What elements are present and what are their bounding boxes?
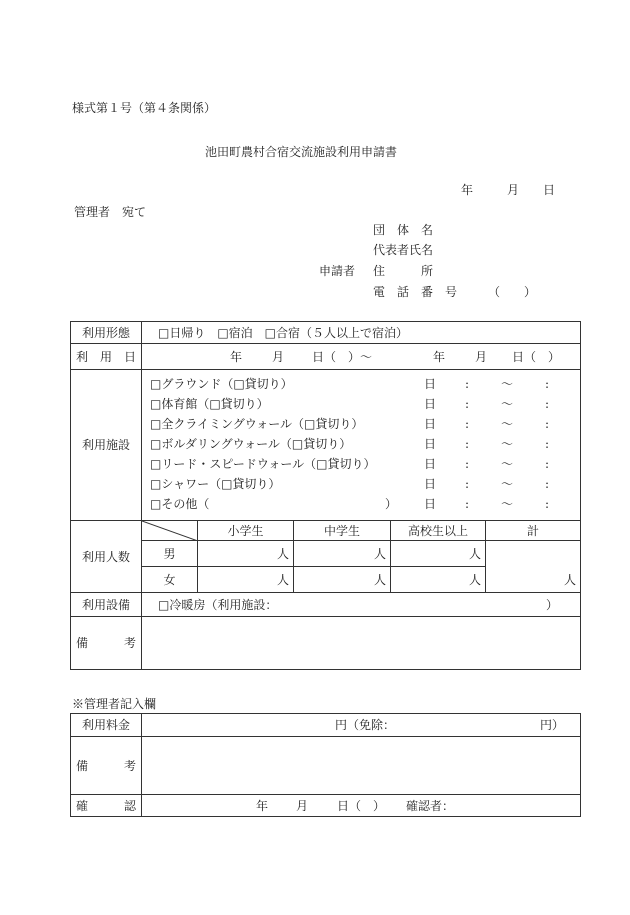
facility-row[interactable] — [142, 494, 580, 514]
remarks-label: 備 考 — [71, 617, 142, 670]
facility-colon: : — [465, 437, 470, 451]
form-number: 様式第１号（第４条関係） — [72, 101, 217, 115]
usage-date-field[interactable] — [142, 344, 581, 370]
usage-date-month2: 月 — [475, 349, 488, 364]
admin-table — [70, 713, 581, 817]
facility-day: 日 — [424, 377, 437, 391]
female-label: 女 — [142, 567, 198, 593]
fee-yen: 円（免除： — [335, 718, 396, 732]
total-cell[interactable]: 人 — [486, 541, 581, 593]
facility-item[interactable]: □シャワー（□貸切り） — [150, 477, 281, 491]
confirmer-label: 確認者： — [406, 798, 455, 813]
header-junior-high: 中学生 — [294, 521, 391, 541]
usage-date-year2: 年 — [433, 349, 446, 364]
confirm-field[interactable] — [142, 795, 581, 817]
facility-other-close: ） — [385, 497, 398, 511]
facility-colon: : — [545, 477, 550, 491]
date-month-label: 月 — [507, 183, 520, 197]
facilities-list — [142, 370, 581, 521]
applicant-label: 申請者 — [319, 264, 356, 278]
fee-label: 利用料金 — [71, 714, 142, 737]
usage-date-day2: 日（ ） — [512, 349, 561, 364]
facility-day: 日 — [424, 457, 437, 471]
male-high-school-cell[interactable]: 人 — [391, 541, 486, 567]
facility-item[interactable]: □グラウンド（□貸切り） — [150, 377, 293, 391]
page-title: 池田町農村合宿交流施設利用申請書 — [205, 145, 398, 159]
phone-paren: （ ） — [488, 285, 537, 299]
female-high-school-cell[interactable]: 人 — [391, 567, 486, 593]
representative-label: 代表者氏名 — [373, 243, 434, 257]
facility-tilde: 〜 — [501, 417, 514, 431]
facility-colon: : — [465, 377, 470, 391]
equipment-label: 利用設備 — [71, 593, 142, 617]
female-junior-high-cell[interactable]: 人 — [294, 567, 391, 593]
facility-colon: : — [465, 417, 470, 431]
fee-field[interactable] — [142, 714, 581, 737]
facility-colon: : — [545, 457, 550, 471]
usage-date-year1: 年 — [230, 349, 243, 364]
facility-colon: : — [465, 457, 470, 471]
facility-day: 日 — [424, 437, 437, 451]
facilities-label: 利用施設 — [71, 370, 142, 521]
facility-colon: : — [545, 397, 550, 411]
remarks-field[interactable] — [142, 617, 581, 670]
usage-date-month1: 月 — [272, 349, 285, 364]
header-elementary: 小学生 — [198, 521, 294, 541]
usage-date-day1: 日（ ）〜 — [312, 349, 373, 364]
facility-row[interactable] — [142, 374, 580, 394]
equipment-close: ） — [546, 597, 559, 612]
facility-item[interactable]: □体育館（□貸切り） — [150, 397, 269, 411]
facility-tilde: 〜 — [501, 397, 514, 411]
facility-tilde: 〜 — [501, 497, 514, 511]
date-year-label: 年 — [461, 183, 474, 197]
confirm-label: 確 認 — [71, 795, 142, 817]
facility-colon: : — [545, 497, 550, 511]
facility-colon: : — [465, 497, 470, 511]
addressee: 管理者 宛て — [74, 205, 147, 219]
header-high-school-plus: 高校生以上 — [391, 521, 486, 541]
facility-row[interactable] — [142, 474, 580, 494]
usage-type-label: 利用形態 — [71, 322, 142, 344]
phone-label: 電 話 番 号 — [373, 285, 458, 299]
female-elementary-cell[interactable]: 人 — [198, 567, 294, 593]
confirm-day: 日（ ） — [337, 798, 386, 813]
facility-row[interactable] — [142, 434, 580, 454]
male-label: 男 — [142, 541, 198, 567]
facility-day: 日 — [424, 497, 437, 511]
facility-day: 日 — [424, 417, 437, 431]
facility-day: 日 — [424, 477, 437, 491]
facility-tilde: 〜 — [501, 377, 514, 391]
date-day-label: 日 — [543, 183, 556, 197]
male-elementary-cell[interactable]: 人 — [198, 541, 294, 567]
people-count-label: 利用人数 — [71, 521, 142, 593]
confirm-month: 月 — [296, 798, 309, 813]
facility-item[interactable]: □その他（ — [150, 497, 210, 511]
facility-colon: : — [545, 417, 550, 431]
diagonal-header-cell — [142, 521, 198, 541]
admin-remarks-label: 備 考 — [71, 737, 142, 795]
group-name-label: 団 体 名 — [373, 223, 434, 237]
facility-item[interactable]: □リード・スピードウォール（□貸切り） — [150, 457, 376, 471]
facility-tilde: 〜 — [501, 477, 514, 491]
facility-colon: : — [465, 477, 470, 491]
facility-tilde: 〜 — [501, 437, 514, 451]
facility-row[interactable] — [142, 454, 580, 474]
address-label: 住 所 — [373, 264, 434, 278]
facility-colon: : — [545, 377, 550, 391]
header-total: 計 — [486, 521, 581, 541]
equipment-value[interactable]: □冷暖房（利用施設： — [158, 597, 278, 612]
confirm-year: 年 — [256, 798, 269, 813]
facility-colon: : — [545, 437, 550, 451]
application-form-table — [70, 321, 581, 670]
facility-row[interactable] — [142, 394, 580, 414]
facility-colon: : — [465, 397, 470, 411]
usage-date-label: 利 用 日 — [71, 344, 142, 370]
facility-item[interactable]: □ボルダリングウォール（□貸切り） — [150, 437, 352, 451]
fee-yen-close: 円） — [540, 718, 565, 732]
diagonal-line — [142, 521, 198, 541]
usage-type-options[interactable]: □日帰り □宿泊 □合宿（５人以上で宿泊） — [142, 322, 581, 344]
facility-row[interactable] — [142, 414, 580, 434]
facility-day: 日 — [424, 397, 437, 411]
admin-remarks-field[interactable] — [142, 737, 581, 795]
equipment-field[interactable] — [142, 593, 581, 617]
admin-section-title: ※管理者記入欄 — [72, 697, 157, 711]
facility-item[interactable]: □全クライミングウォール（□貸切り） — [150, 417, 364, 431]
facility-tilde: 〜 — [501, 457, 514, 471]
male-junior-high-cell[interactable]: 人 — [294, 541, 391, 567]
